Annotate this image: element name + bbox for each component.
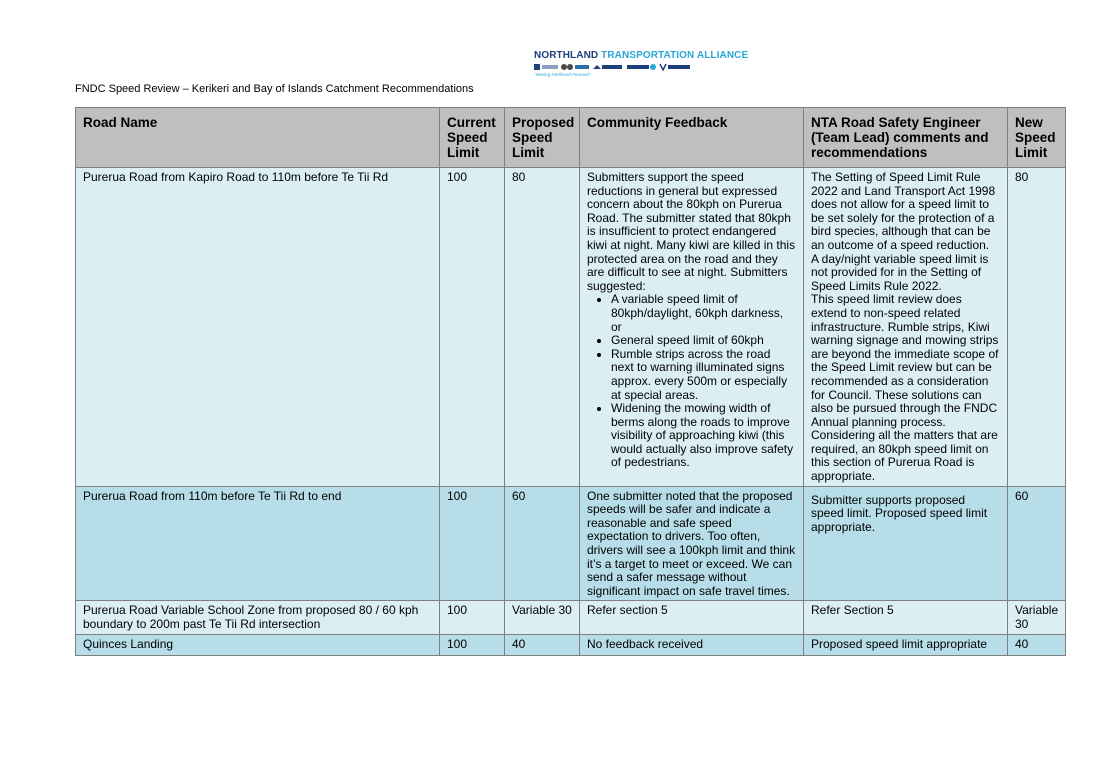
list-item: • Widening the mowing width of berms along the roads to improve visibility of approaching kiwi (this would actually also improve safety of pedestrians. bbox=[611, 402, 796, 470]
list-item: • General speed limit of 60kph bbox=[611, 334, 796, 348]
feedback-suggestions-list bbox=[587, 293, 796, 470]
header-community-feedback: Community Feedback bbox=[580, 108, 804, 168]
fndc-wordmark bbox=[542, 65, 558, 69]
kdc-mark-2 bbox=[567, 64, 573, 70]
cell-proposed-speed: Variable 30 bbox=[505, 601, 580, 634]
cell-current-speed: 100 bbox=[440, 486, 505, 601]
cell-proposed-speed: 40 bbox=[505, 634, 580, 655]
feedback-intro: Submitters support the speed reductions in general but expressed concern about the 80kph on Purerua Road. The submitter stated that 80kph is insufficient to protect endangered kiwi at night. Many kiwi are killed in this protected area on the road and they are difficult to see at night. Submitters suggested: bbox=[587, 170, 796, 293]
header-current-speed-limit: Current Speed Limit bbox=[440, 108, 505, 168]
document-title: FNDC Speed Review – Kerikeri and Bay of Islands Catchment Recommendations bbox=[75, 83, 474, 95]
cell-road-name: Purerua Road Variable School Zone from proposed 80 / 60 kph boundary to 200m past Te Tii Rd intersection bbox=[76, 601, 440, 634]
nta-paragraph: A day/night variable speed limit is not provided for in the Setting of Speed Limits Rule 2022. bbox=[811, 251, 989, 293]
logo-title-northland: NORTHLAND bbox=[534, 50, 599, 61]
cell-proposed-speed: 80 bbox=[505, 168, 580, 487]
logo-title-alliance: TRANSPORTATION ALLIANCE bbox=[601, 50, 749, 61]
nzta-wordmark bbox=[668, 65, 690, 69]
nzta-mark bbox=[660, 64, 666, 70]
nta-logo bbox=[534, 50, 749, 82]
partner-logos-graphic bbox=[534, 63, 696, 71]
cell-current-speed: 100 bbox=[440, 601, 505, 634]
table-row bbox=[76, 601, 1066, 634]
table-row bbox=[76, 634, 1066, 655]
header-new-speed-limit: New Speed Limit bbox=[1008, 108, 1066, 168]
cell-new-speed: 60 bbox=[1008, 486, 1066, 601]
cell-nta-comments: Submitter supports proposed speed limit. Proposed speed limit appropriate. bbox=[804, 486, 1008, 601]
cell-nta-comments: Proposed speed limit appropriate bbox=[804, 634, 1008, 655]
list-item: • Rumble strips across the road next to warning illuminated signs approx. every 500m or especially at special areas. bbox=[611, 348, 796, 402]
cell-new-speed: 80 bbox=[1008, 168, 1066, 487]
wdc-wordmark bbox=[602, 65, 622, 69]
header-nta-comments: NTA Road Safety Engineer (Team Lead) comments and recommendations bbox=[804, 108, 1008, 168]
cell-new-speed: Variable 30 bbox=[1008, 601, 1066, 634]
header-road-name: Road Name bbox=[76, 108, 440, 168]
cell-current-speed: 100 bbox=[440, 634, 505, 655]
table-row bbox=[76, 168, 1066, 487]
cell-nta-comments: Refer Section 5 bbox=[804, 601, 1008, 634]
table-row bbox=[76, 486, 1066, 601]
nrc-mark bbox=[650, 64, 656, 70]
nta-paragraph: The Setting of Speed Limit Rule 2022 and Land Transport Act 1998 does not allow for a speed limit to be set solely for the protection of a bird species, although that can be an outcome of a speed reduction. bbox=[811, 170, 996, 252]
cell-nta-comments bbox=[804, 168, 1008, 487]
nrc-wordmark bbox=[627, 65, 649, 69]
cell-current-speed: 100 bbox=[440, 168, 505, 487]
cell-proposed-speed: 60 bbox=[505, 486, 580, 601]
nta-paragraph: Considering all the matters that are required, an 80kph speed limit on this section of Purerua Road is appropriate. bbox=[811, 428, 998, 484]
list-item: • A variable speed limit of 80kph/daylight, 60kph darkness, or bbox=[611, 293, 796, 334]
logo-tagline: "Moving Northland Forward" bbox=[534, 72, 591, 77]
cell-road-name: Purerua Road from 110m before Te Tii Rd to end bbox=[76, 486, 440, 601]
logo-title bbox=[534, 50, 749, 61]
logo-partner-strip bbox=[534, 63, 704, 71]
wdc-mark bbox=[593, 65, 601, 69]
header-proposed-speed-limit: Proposed Speed Limit bbox=[505, 108, 580, 168]
cell-new-speed: 40 bbox=[1008, 634, 1066, 655]
cell-community-feedback: No feedback received bbox=[580, 634, 804, 655]
fndc-mark bbox=[534, 64, 540, 70]
table-header-row bbox=[76, 108, 1066, 168]
nta-paragraph: This speed limit review does extend to non-speed related infrastructure. Rumble strips, Kiwi warning signage and mowing strips are beyond the immediate scope of the Speed Limit review but can be recommended as a consideration for Council. These solutions can also be pursued through the FNDC Annual planning process. bbox=[811, 292, 999, 429]
cell-community-feedback: One submitter noted that the proposed speeds will be safer and indicate a reasonable and safe speed expectation to drivers. Too often, drivers will see a 100kph limit and think it’s a target to meet or exceed. We can send a safer message without significant impact on safe travel times. bbox=[580, 486, 804, 601]
cell-community-feedback bbox=[580, 168, 804, 487]
cell-community-feedback: Refer section 5 bbox=[580, 601, 804, 634]
kdc-mark bbox=[561, 64, 567, 70]
kdc-wordmark bbox=[575, 65, 589, 69]
cell-road-name: Purerua Road from Kapiro Road to 110m before Te Tii Rd bbox=[76, 168, 440, 487]
cell-road-name: Quinces Landing bbox=[76, 634, 440, 655]
speed-review-table bbox=[75, 107, 1066, 656]
